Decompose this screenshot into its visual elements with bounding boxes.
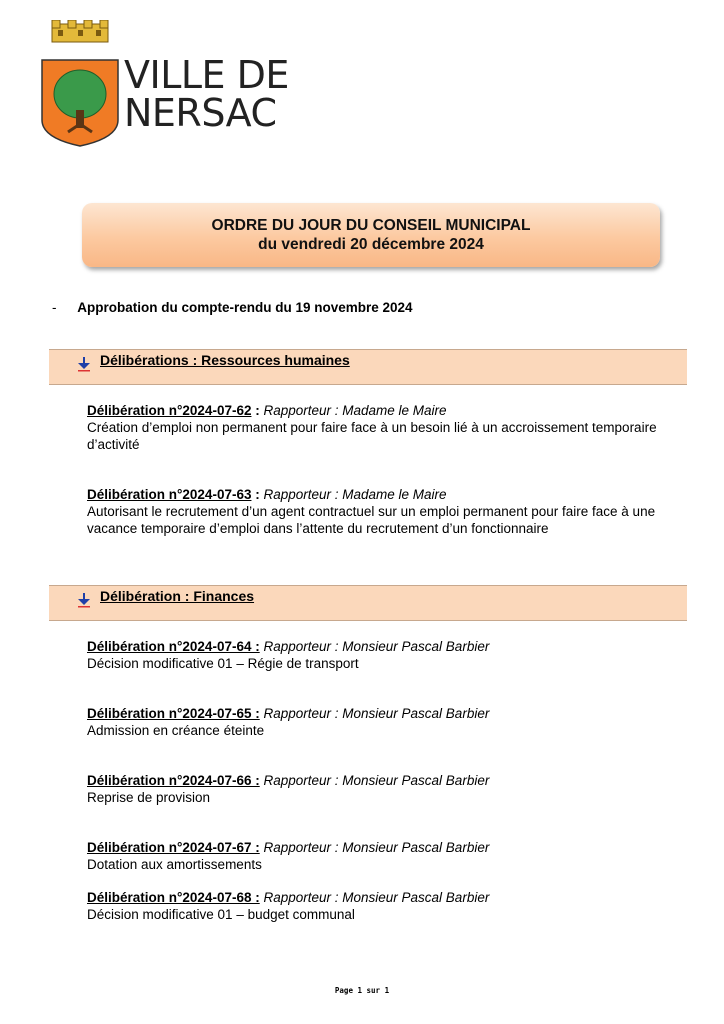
deliberation-description: Admission en créance éteinte: [87, 723, 265, 738]
coat-of-arms-icon: [38, 20, 128, 154]
deliberation-rapporteur: Rapporteur : Monsieur Pascal Barbier: [259, 773, 490, 788]
deliberation-item: [87, 638, 667, 672]
deliberation-description: Reprise de provision: [87, 790, 211, 805]
deliberation-item: [87, 486, 667, 537]
deliberation-item: [87, 839, 667, 873]
city-logo: [38, 20, 292, 154]
deliberation-number: Délibération n°2024-07-65 :: [87, 706, 260, 721]
arrow-down-icon: [77, 356, 91, 372]
deliberation-rapporteur: Rapporteur : Monsieur Pascal Barbier: [259, 706, 490, 721]
deliberation-rapporteur: Rapporteur : Madame le Maire: [259, 403, 447, 418]
deliberation-description: Décision modificative 01 – budget communal: [87, 907, 355, 922]
logo-wordmark: [124, 53, 289, 135]
deliberation-description: Création d’emploi non permanent pour faire face à un besoin lié à un accroissement temporaire d’activité: [87, 420, 657, 452]
agenda-item-approval: [52, 300, 413, 315]
deliberation-rapporteur: Rapporteur : Madame le Maire: [259, 487, 447, 502]
logo-line-2: NERSAC: [124, 91, 277, 135]
logo-line-1: VILLE DE: [124, 53, 289, 97]
deliberation-description: Autorisant le recrutement d’un agent contractuel sur un emploi permanent pour faire face à une vacance temporaire d’emploi dans l’attente du recrutement d’un fonctionnaire: [87, 504, 656, 536]
deliberation-separator: :: [251, 487, 260, 502]
page-number: Page 1 sur 1: [334, 986, 390, 995]
page-subtitle: du vendredi 20 décembre 2024: [258, 236, 484, 253]
deliberation-number: Délibération n°2024-07-66 :: [87, 773, 260, 788]
deliberation-item: [87, 772, 667, 806]
deliberation-number: Délibération n°2024-07-62: [87, 403, 252, 418]
deliberation-rapporteur: Rapporteur : Monsieur Pascal Barbier: [259, 840, 490, 855]
section-header-finances: [49, 585, 687, 621]
page-title-box: [82, 203, 660, 267]
deliberation-item: [87, 402, 667, 453]
deliberation-description: Dotation aux amortissements: [87, 857, 262, 872]
section-title: Délibérations : Ressources humaines: [100, 352, 350, 368]
deliberation-separator: :: [251, 403, 260, 418]
arrow-down-icon: [77, 592, 91, 608]
deliberation-number: Délibération n°2024-07-68 :: [87, 890, 260, 905]
deliberation-number: Délibération n°2024-07-64 :: [87, 639, 260, 654]
deliberation-number: Délibération n°2024-07-67 :: [87, 840, 260, 855]
deliberation-rapporteur: Rapporteur : Monsieur Pascal Barbier: [259, 639, 490, 654]
deliberation-description: Décision modificative 01 – Régie de transport: [87, 656, 359, 671]
deliberation-number: Délibération n°2024-07-63: [87, 487, 252, 502]
section-title: Délibération : Finances: [100, 588, 255, 604]
deliberation-rapporteur: Rapporteur : Monsieur Pascal Barbier: [259, 890, 490, 905]
agenda-bullet: -: [52, 300, 57, 315]
deliberation-item: [87, 889, 667, 923]
section-header-rh: [49, 349, 687, 385]
agenda-item-text: Approbation du compte-rendu du 19 novembre 2024: [77, 300, 413, 315]
deliberation-item: [87, 705, 667, 739]
page-title: ORDRE DU JOUR DU CONSEIL MUNICIPAL: [211, 217, 531, 234]
